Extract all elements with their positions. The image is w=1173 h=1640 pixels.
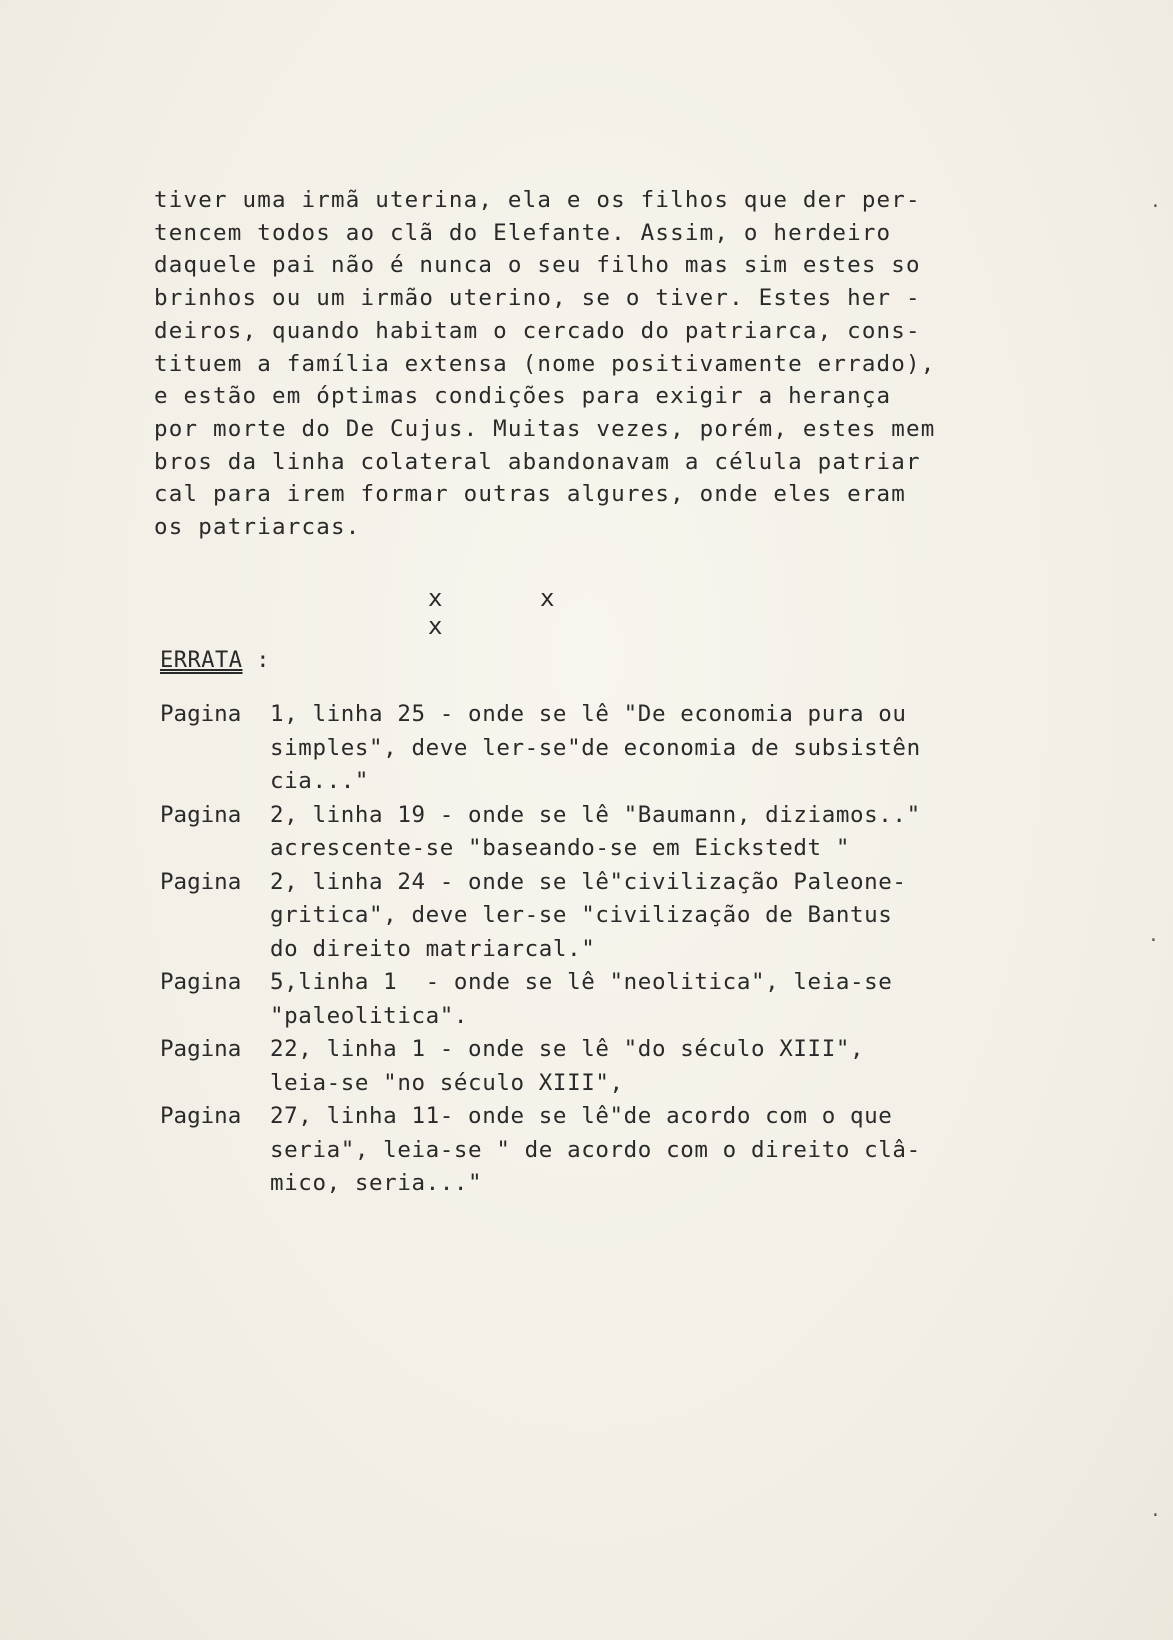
errata-line: "paleolitica". <box>270 1002 469 1029</box>
errata-entry <box>160 866 1040 967</box>
text-line: tiver uma irmã uterina, ela e os filhos que der per- <box>154 187 921 213</box>
text-line: e estão em óptimas condições para exigir a herança <box>154 383 892 410</box>
errata-entry <box>160 966 1040 1033</box>
errata-entry <box>160 698 1040 799</box>
text-line: bros da linha colateral abandonavam a célula patriar <box>154 448 921 475</box>
errata-label: Pagina <box>160 801 242 828</box>
errata-entry <box>160 1033 1040 1100</box>
errata-entry <box>160 1100 1040 1201</box>
separator-mark: x <box>428 584 445 612</box>
errata-label: Pagina <box>160 969 242 995</box>
errata-line: gritica", deve ler-se "civilização de Bantus <box>270 902 893 928</box>
errata-title: ERRATA <box>160 648 243 673</box>
errata-line: 27, linha 11- onde se lê"de acordo com o que <box>270 1103 893 1129</box>
errata-line: 22, linha 1 - onde se lê "do século XIII", <box>270 1036 865 1062</box>
margin-mark: · <box>1150 196 1161 217</box>
errata-line: acrescente-se "baseando-se em Eickstedt " <box>270 835 850 861</box>
errata-label: Pagina <box>160 1036 242 1062</box>
errata-line: 5,linha 1 - onde se lê "neolitica", leia-se <box>270 969 893 995</box>
errata-line: cia..." <box>270 768 370 794</box>
errata-line: seria", leia-se " de acordo com o direito clâ- <box>270 1136 921 1163</box>
errata-colon: : <box>256 648 270 673</box>
errata-label: Pagina <box>160 868 242 895</box>
text-line: daquele pai não é nunca o seu filho mas sim estes so <box>154 252 921 279</box>
errata-entry <box>160 799 1040 866</box>
body-paragraph <box>154 184 1064 544</box>
errata-line: leia-se "no século XIII", <box>270 1069 624 1096</box>
text-line: tencem todos ao clã do Elefante. Assim, o herdeiro <box>154 219 892 246</box>
errata-line: 2, linha 24 - onde se lê"civilização Paleone- <box>270 868 907 895</box>
text-line: tituem a família extensa (nome positivamente errado), <box>154 350 936 377</box>
errata-list <box>160 698 1040 1201</box>
text-line: por morte do De Cujus. Muitas vezes, porém, estes mem <box>154 415 936 442</box>
margin-mark: · <box>1150 1505 1161 1526</box>
errata-line: 2, linha 19 - onde se lê "Baumann, diziamos.." <box>270 801 921 828</box>
text-line: cal para irem formar outras algures, onde eles eram <box>154 481 907 508</box>
errata-label: Pagina <box>160 1103 242 1129</box>
margin-mark: · <box>1148 930 1159 951</box>
section-separator <box>428 584 688 640</box>
text-line: brinhos ou um irmão uterino, se o tiver. Estes her - <box>154 285 921 312</box>
errata-line: 1, linha 25 - onde se lê "De economia pura ou <box>270 701 907 727</box>
separator-mark: x <box>540 584 557 612</box>
separator-mark: x <box>428 612 445 640</box>
errata-line: simples", deve ler-se"de economia de subsistên <box>270 734 921 761</box>
errata-heading <box>160 648 270 673</box>
text-line: os patriarcas. <box>154 514 361 541</box>
text-line: deiros, quando habitam o cercado do patriarca, cons- <box>154 317 921 344</box>
errata-line: do direito matriarcal." <box>270 935 596 962</box>
errata-label: Pagina <box>160 701 242 727</box>
errata-line: mico, seria..." <box>270 1170 483 1196</box>
